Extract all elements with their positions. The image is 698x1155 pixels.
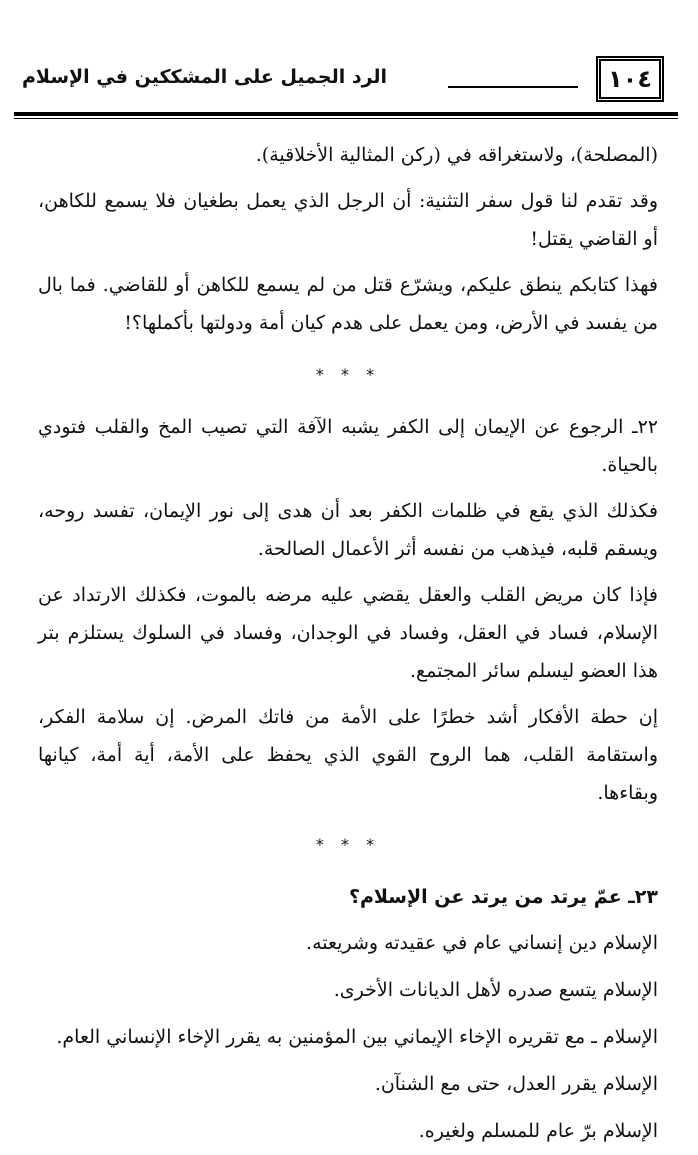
paragraph: فإذا كان مريض القلب والعقل يقضي عليه مرضه بالموت، فكذلك الارتداد عن الإسلام، فساد في العقل، وفساد في الوجدان، وفساد في السلوك يستلزم بتر هذا العضو ليسلم سائر المجتمع. bbox=[38, 584, 658, 682]
section-heading: ٢٣ـ عمّ يرتد من يرتد عن الإسلام؟ bbox=[348, 886, 658, 908]
paragraph: وقد تقدم لنا قول سفر التثنية: أن الرجل الذي يعمل بطغيان فلا يسمع للكاهن، أو القاضي يقتل! bbox=[38, 190, 658, 250]
page-number-box bbox=[596, 56, 664, 102]
header-rule-thin bbox=[14, 118, 678, 119]
list-item: الإسلام يتسع صدره لأهل الديانات الأخرى. bbox=[333, 979, 658, 1001]
list-item: الإسلام دين إنساني عام في عقيدته وشريعته. bbox=[306, 932, 658, 954]
running-title: الرد الجميل على المشككين في الإسلام bbox=[22, 66, 388, 88]
page-body bbox=[38, 136, 658, 1155]
header-rule-thick bbox=[14, 112, 678, 116]
paragraph: (المصلحة)، ولاستغراقه في (ركن المثالية الأخلاقية). bbox=[255, 144, 658, 166]
paragraph: فكذلك الذي يقع في ظلمات الكفر بعد أن هدى إلى نور الإيمان، تفسد روحه، ويسقم قلبه، فيذهب من نفسه أثر الأعمال الصالحة. bbox=[38, 500, 658, 560]
page-header bbox=[22, 52, 674, 108]
page-number: ١٠٤ bbox=[608, 65, 652, 93]
list-item: الإسلام يقرر العدل، حتى مع الشنآن. bbox=[374, 1073, 658, 1095]
list-item: الإسلام برّ عام للمسلم ولغيره. bbox=[418, 1120, 658, 1142]
header-dash-line bbox=[448, 86, 578, 88]
paragraph: فهذا كتابكم ينطق عليكم، ويشرّع قتل من لم يسمع للكاهن أو للقاضي. فما بال من يفسد في الأرض، ومن يعمل على هدم كيان أمة ودولتها بأكملها؟! bbox=[38, 274, 658, 334]
section-separator: * * * bbox=[315, 835, 381, 854]
section-separator: * * * bbox=[315, 365, 381, 384]
list-item: الإسلام ـ مع تقريره الإخاء الإيماني بين المؤمنين به يقرر الإخاء الإنساني العام. bbox=[56, 1026, 658, 1048]
paragraph: إن حطة الأفكار أشد خطرًا على الأمة من فاتك المرض. إن سلامة الفكر، واستقامة القلب، هما الروح القوي الذي يحفظ على الأمة، أية أمة، كيانها وبقاءها. bbox=[38, 706, 658, 804]
paragraph: ٢٢ـ الرجوع عن الإيمان إلى الكفر يشبه الآفة التي تصيب المخ والقلب فتودي بالحياة. bbox=[38, 416, 658, 476]
